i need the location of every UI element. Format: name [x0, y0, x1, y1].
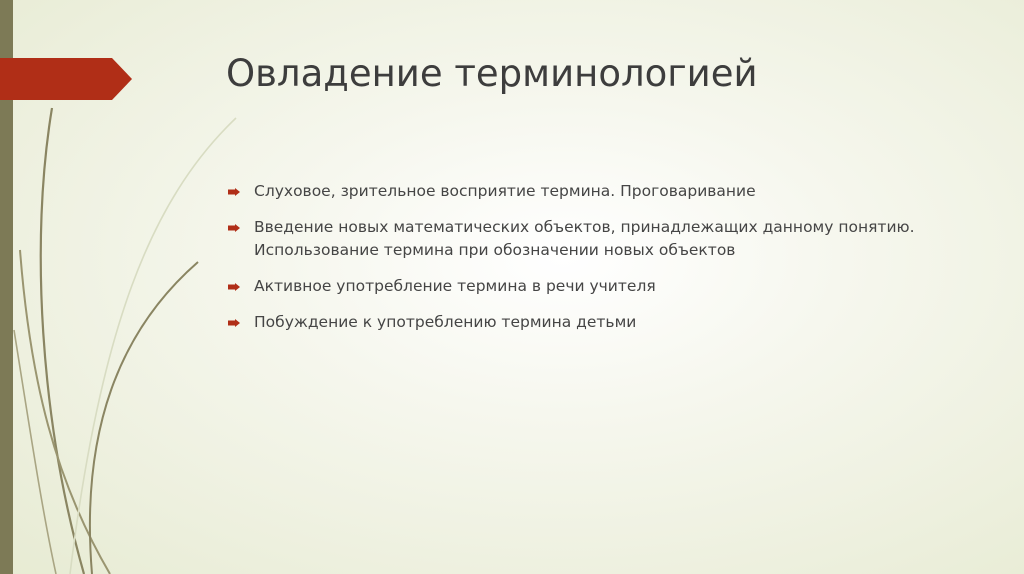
list-item — [228, 311, 968, 334]
bullet-list — [228, 180, 968, 347]
slide-title: Овладение терминологией — [226, 52, 758, 95]
arrow-right-icon — [228, 224, 240, 232]
list-item — [228, 180, 968, 203]
bullet-text: Побуждение к употреблению термина детьми — [254, 313, 637, 331]
arrow-right-icon — [228, 319, 240, 327]
arrow-right-icon — [228, 188, 240, 196]
list-item — [228, 216, 968, 262]
bullet-text: Слуховое, зрительное восприятие термина. Проговаривание — [254, 182, 756, 200]
title-marker-arrow — [0, 58, 132, 100]
arrow-right-icon — [228, 283, 240, 291]
list-item — [228, 275, 968, 298]
bullet-text: Введение новых математических объектов, принадлежащих данному понятию. Использование термина при обозначении новых объектов — [254, 218, 915, 259]
bullet-text: Активное употребление термина в речи учителя — [254, 277, 656, 295]
